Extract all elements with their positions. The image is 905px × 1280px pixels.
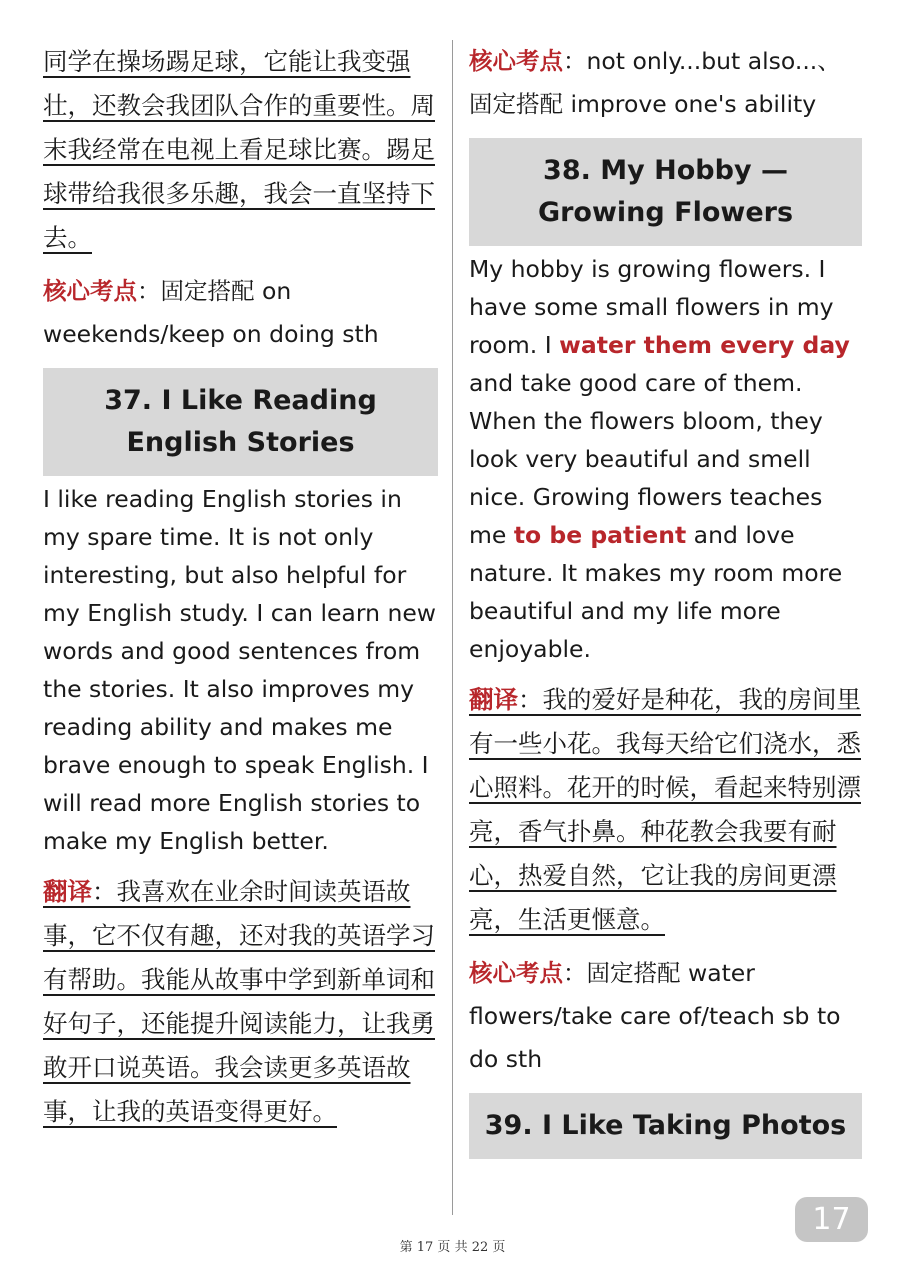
essay-38-body [469,250,862,668]
highlight-phrase: water them every day [559,331,850,359]
page-number-badge: 17 [795,1197,868,1242]
column-divider [452,40,453,1215]
key-points-label: 核心考点 [469,959,563,987]
translation-36-tail: 同学在操场踢足球，它能让我变强壮，还教会我团队合作的重要性。周末我经常在电视上看足球比赛。踢足球带给我很多乐趣，我会一直坚持下去。 [43,47,435,252]
highlight-phrase: to be patient [513,521,687,549]
key-points-label: 核心考点 [43,277,137,305]
essay-text: and love nature. It makes my room more beautiful and my life more enjoyable. [469,521,843,663]
translation-label: 翻译 [43,877,92,906]
translation-label: 翻译 [469,685,518,714]
translation-37 [43,870,438,1134]
essay-text: and take good care of them. When the flowers bloom, they look very beautiful and smell nice. Growing flowers teaches me [469,369,823,549]
key-points-text: ：固定搭配 water flowers/take care of/teach sb to do sth [469,959,841,1073]
page-footer: 第 17 页 共 22 页 [399,1240,506,1255]
key-points-36 [43,270,438,356]
section-heading-38: 38. My Hobby — Growing Flowers [469,138,862,246]
section-heading-39: 39. I Like Taking Photos [469,1093,862,1159]
translation-text: ：我喜欢在业余时间读英语故事，它不仅有趣，还对我的英语学习有帮助。我能从故事中学到新单词和好句子，还能提升阅读能力，让我勇敢开口说英语。我会读更多英语故事，让我的英语变得更好。 [43,877,435,1126]
section-heading-37: 37. I Like Reading English Stories [43,368,438,476]
key-points-label: 核心考点 [469,47,563,75]
left-column [43,40,438,1134]
key-points-37 [469,40,862,126]
key-points-38 [469,952,862,1081]
essay-text: My hobby is growing flowers. I have some small flowers in my room. I [469,255,834,359]
essay-37-body: I like reading English stories in my spare time. It is not only interesting, but also helpful for my English study. I can learn new words and good sentences from the stories. It also improves my reading ability and makes me brave enough to speak English. I will read more English stories to make my English better. [43,485,437,855]
right-column [469,40,862,1163]
key-points-text: ：not only...but also...、固定搭配 improve one's ability [469,47,841,118]
translation-text: ：我的爱好是种花，我的房间里有一些小花。我每天给它们浇水，悉心照料。花开的时候，看起来特别漂亮，香气扑鼻。种花教会我要有耐心，热爱自然，它让我的房间更漂亮，生活更惬意。 [469,685,861,934]
translation-38 [469,678,862,942]
key-points-text: ：固定搭配 on weekends/keep on doing sth [43,277,379,348]
